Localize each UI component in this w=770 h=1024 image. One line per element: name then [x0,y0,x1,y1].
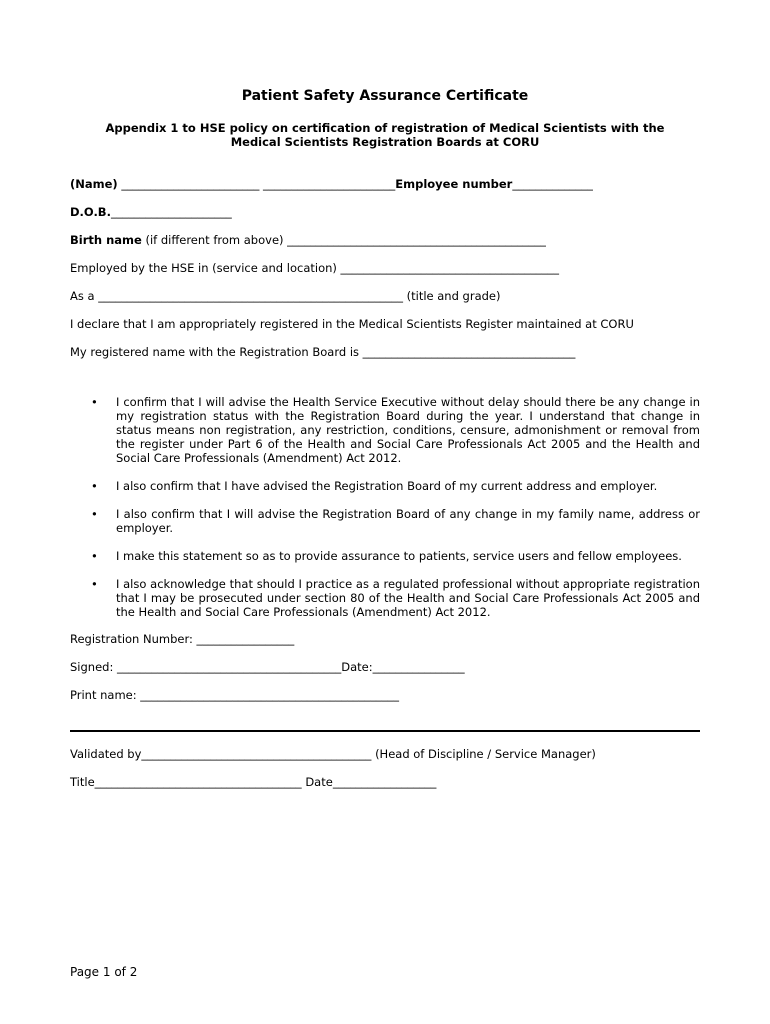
name-row [70,177,593,191]
employed-label: Employed by the HSE in (service and location) [70,261,337,275]
section-divider [70,730,700,732]
as-a-blank[interactable]: _____________________________________________________ [98,289,403,303]
list-item [70,479,700,493]
birth-name-row [70,233,546,247]
birth-name-note: (if different from above) [145,233,284,247]
bullet-icon: • [91,479,98,493]
as-a-label: As a [70,289,95,303]
list-item-text: I make this statement so as to provide assurance to patients, service users and fellow employees. [116,549,682,563]
signed-row [70,660,465,674]
employee-number-blank[interactable]: ______________ [512,177,593,191]
list-item-text: I also confirm that I will advise the Registration Board of any change in my family name, address or employer. [116,507,700,535]
list-item [70,549,700,563]
birth-name-blank[interactable]: _____________________________________________ [287,233,546,247]
list-item-text: I also confirm that I have advised the Registration Board of my current address and employer. [116,479,658,493]
signed-date-blank[interactable]: ________________ [372,660,465,674]
signed-date-label: Date: [341,660,373,674]
employed-blank[interactable]: ______________________________________ [340,261,560,275]
bullet-icon: • [91,507,98,521]
print-name-label: Print name: [70,688,137,702]
employee-number-label: Employee number [395,177,513,191]
registration-number-label: Registration Number: [70,632,193,646]
as-a-row [70,289,500,303]
signed-label: Signed: [70,660,114,674]
print-name-row [70,688,399,702]
list-item [70,507,700,535]
registration-number-row [70,632,294,646]
list-item [70,577,700,619]
registration-number-blank[interactable]: _________________ [196,632,295,646]
validated-by-row [70,747,596,761]
bullet-icon: • [91,577,98,591]
validated-by-label: Validated by [70,747,142,761]
registered-name-blank[interactable]: _____________________________________ [362,345,576,359]
dob-label: D.O.B. [70,205,111,219]
validation-date-label: Date [305,775,333,789]
list-item-text: I also acknowledge that should I practice as a regulated professional without appropriate registration that I may be prosecuted under section 80 of the Health and Social Care Professionals Act 2005 and the Health and Social Care Professionals (Amendment) Act 2012. [116,577,700,619]
registered-name-row [70,345,575,359]
list-item [70,395,700,465]
page-title: Patient Safety Assurance Certificate [241,88,529,104]
name-blank[interactable]: ________________________ _______________________ [121,177,396,191]
as-a-suffix: (title and grade) [406,289,501,303]
signed-blank[interactable]: _______________________________________ [117,660,342,674]
page-subtitle: Appendix 1 to HSE policy on certification of registration of Medical Scientists with the Medical Scientists Registration Boards at CORU [105,121,665,149]
employed-row [70,261,559,275]
title-label: Title [70,775,95,789]
name-label: (Name) [70,177,118,191]
title-blank[interactable]: ____________________________________ [94,775,302,789]
dob-row [70,205,232,219]
bullet-icon: • [91,395,98,409]
validated-by-suffix: (Head of Discipline / Service Manager) [375,747,596,761]
page-number: Page 1 of 2 [70,965,138,979]
dob-blank[interactable]: _____________________ [110,205,232,219]
validation-date-blank[interactable]: __________________ [332,775,437,789]
validated-by-blank[interactable]: ________________________________________ [141,747,372,761]
list-item-text: I confirm that I will advise the Health Service Executive without delay should there be any change in my registration status with the Registration Board during the year. I understand that change in status means non registration, any restriction, conditions, censure, admonishment or removal from the register under Part 6 of the Health and Social Care Professionals Act 2005 and the Health and Social Care Professionals (Amendment) Act 2012. [116,395,700,465]
registered-name-label: My registered name with the Registration Board is [70,345,360,359]
confirmation-list [70,395,700,633]
birth-name-label: Birth name [70,233,142,247]
title-row [70,775,436,789]
print-name-blank[interactable]: _____________________________________________ [140,688,400,702]
bullet-icon: • [91,549,98,563]
declaration-text: I declare that I am appropriately registered in the Medical Scientists Register maintained at CORU [70,317,634,331]
